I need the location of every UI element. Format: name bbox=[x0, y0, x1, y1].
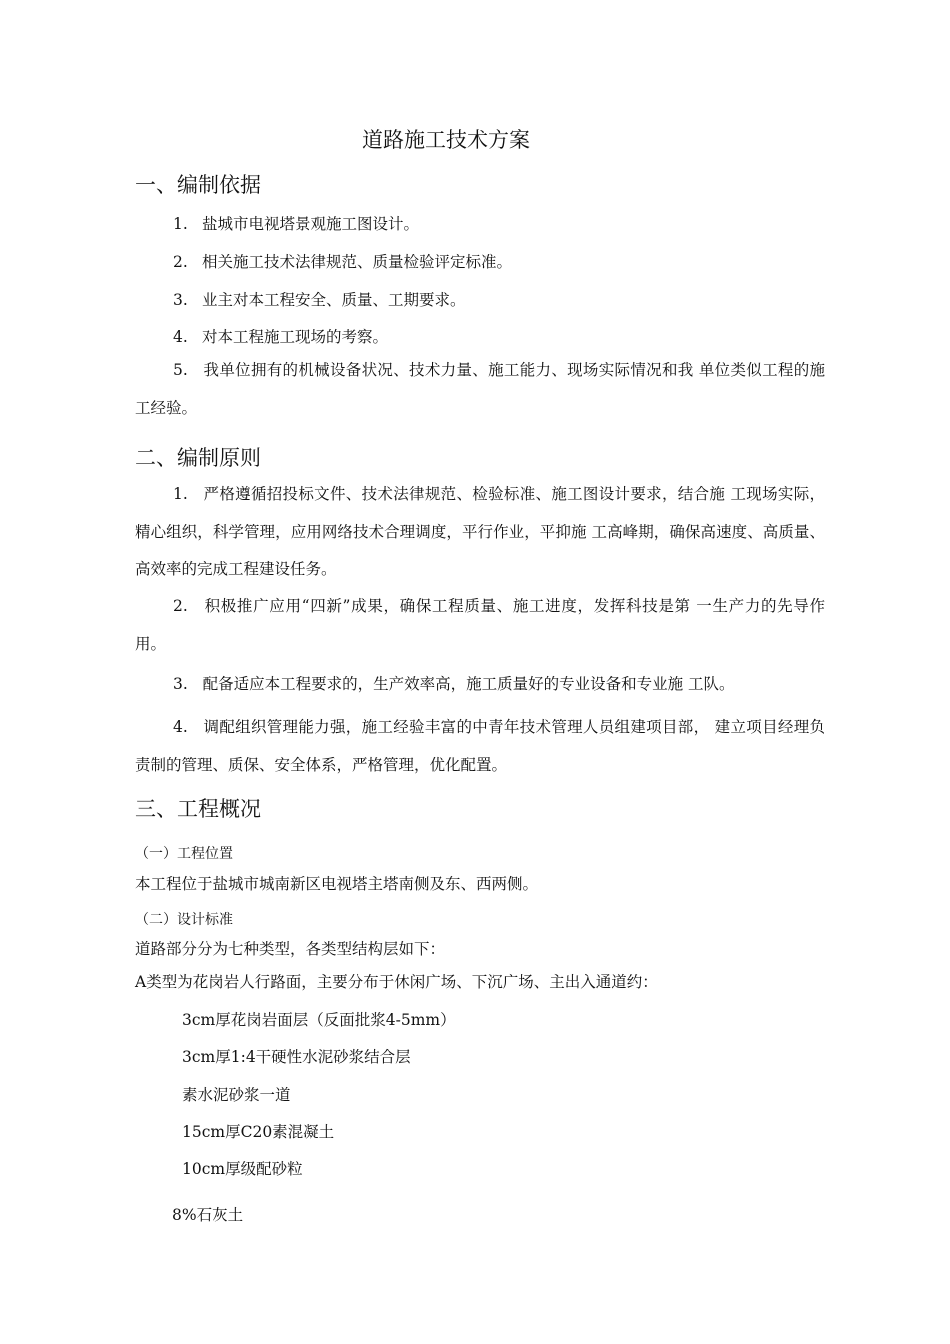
list-item bbox=[173, 288, 466, 310]
list-paragraph bbox=[135, 352, 825, 427]
standard-text: 道路部分分为七种类型，各类型结构层如下： bbox=[135, 940, 446, 958]
item-number: 3. bbox=[173, 291, 188, 309]
list-item bbox=[173, 325, 388, 347]
item-text: 积极推广应用“四新”成果，确保工程质量、施工进度，发挥科技是第 一生产力的先导作用。 bbox=[135, 597, 826, 653]
list-paragraph bbox=[135, 666, 825, 704]
item-number: 5. bbox=[173, 361, 188, 379]
structure-layer: 15cm厚C20素混凝土 bbox=[182, 1123, 335, 1141]
item-text: 调配组织管理能力强，施工经验丰富的中青年技术管理人员组建项目部， 建立项目经理负责制的管理、质保、安全体系，严格管理，优化配置。 bbox=[135, 718, 826, 774]
structure-layer: 8%石灰土 bbox=[172, 1206, 244, 1224]
document-title: 道路施工技术方案 bbox=[362, 128, 530, 152]
item-text: 对本工程施工现场的考察。 bbox=[202, 328, 389, 346]
structure-layer: 3cm厚1:4干硬性水泥砂浆结合层 bbox=[182, 1048, 411, 1066]
list-paragraph bbox=[135, 476, 825, 589]
list-item bbox=[173, 212, 419, 234]
item-number: 4. bbox=[173, 718, 188, 736]
item-text: 配备适应本工程要求的，生产效率高，施工质量好的专业设备和专业施 工队。 bbox=[202, 675, 735, 693]
item-number: 2. bbox=[173, 253, 188, 271]
structure-layer: 素水泥砂浆一道 bbox=[182, 1086, 291, 1104]
item-text: 业主对本工程安全、质量、工期要求。 bbox=[202, 291, 466, 309]
item-text: 严格遵循招投标文件、技术法律规范、检验标准、施工图设计要求，结合施 工现场实际，精心组织，科学管理，应用网络技术合理调度，平行作业，平抑施 工高峰期，确保高速度、高质量、高效率的完成工程建设任务。 bbox=[135, 485, 826, 578]
item-number: 3. bbox=[173, 675, 188, 693]
item-number: 4. bbox=[173, 328, 188, 346]
subsection-heading-location: （一）工程位置 bbox=[135, 846, 233, 862]
item-text: 盐城市电视塔景观施工图设计。 bbox=[202, 215, 420, 233]
section-heading-basis: 一、编制依据 bbox=[135, 173, 261, 197]
list-paragraph bbox=[135, 588, 825, 663]
item-number: 1. bbox=[173, 485, 188, 503]
structure-layer: 3cm厚花岗岩面层（反面批浆4-5mm） bbox=[182, 1011, 456, 1029]
location-text: 本工程位于盐城市城南新区电视塔主塔南侧及东、西两侧。 bbox=[135, 875, 539, 893]
item-number: 2. bbox=[173, 597, 188, 615]
list-item bbox=[173, 250, 512, 272]
item-text: 我单位拥有的机械设备状况、技术力量、施工能力、现场实际情况和我 单位类似工程的施工经验。 bbox=[135, 361, 826, 417]
item-text: 相关施工技术法律规范、质量检验评定标准。 bbox=[202, 253, 513, 271]
section-heading-principles: 二、编制原则 bbox=[135, 446, 261, 470]
subsection-heading-standard: （二）设计标准 bbox=[135, 912, 233, 928]
section-heading-overview: 三、工程概况 bbox=[135, 797, 261, 821]
structure-layer: 10cm厚级配砂粒 bbox=[182, 1160, 303, 1178]
type-a-text: A类型为花岗岩人行路面，主要分布于休闲广场、下沉广场、主出入通道约： bbox=[135, 973, 658, 991]
list-paragraph bbox=[135, 709, 825, 784]
item-number: 1. bbox=[173, 215, 188, 233]
